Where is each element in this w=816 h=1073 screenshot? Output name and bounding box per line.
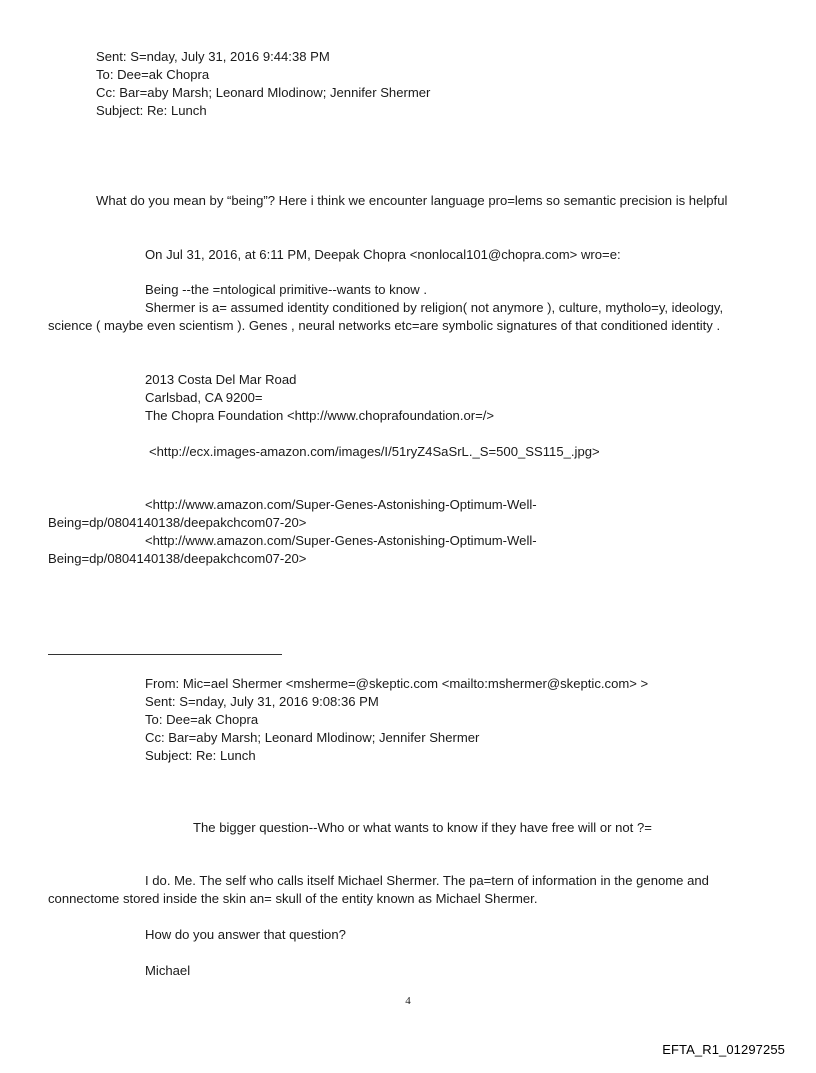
question-text: The bigger question--Who or what wants to know if they have free will or not ?= <box>193 820 652 835</box>
header1-subject: Subject: Re: Lunch <box>96 103 207 118</box>
signature-link1a: <http://www.amazon.com/Super-Genes-Astonishing-Optimum-Well- <box>145 497 537 512</box>
header1-cc: Cc: Bar=aby Marsh; Leonard Mlodinow; Jennifer Shermer <box>96 85 431 100</box>
quote-line2a: Shermer is a= assumed identity conditioned by religion( not anymore ), culture, mytholo=y, ideology, <box>145 300 724 315</box>
signature-foundation: The Chopra Foundation <http://www.choprafoundation.or=/> <box>145 408 495 423</box>
signature-address2: Carlsbad, CA 9200= <box>145 390 263 405</box>
answer-line1: I do. Me. The self who calls itself Michael Shermer. The pa=tern of information in the genome and <box>145 873 709 888</box>
closing-name: Michael <box>145 963 191 978</box>
separator-rule <box>48 654 282 655</box>
signature-image-link: <http://ecx.images-amazon.com/images/I/51ryZ4SaSrL._S=500_SS115_.jpg> <box>149 444 600 459</box>
quote-attribution: On Jul 31, 2016, at 6:11 PM, Deepak Chopra <nonlocal101@chopra.com> wro=e: <box>145 247 621 262</box>
answer-line2: connectome stored inside the skin an= skull of the entity known as Michael Shermer. <box>48 891 538 906</box>
closing-question: How do you answer that question? <box>145 927 346 942</box>
header1-sent: Sent: S=nday, July 31, 2016 9:44:38 PM <box>96 49 330 64</box>
header1-to: To: Dee=ak Chopra <box>96 67 210 82</box>
signature-link1b: Being=dp/0804140138/deepakchcom07-20> <box>48 515 307 530</box>
page-number: 4 <box>405 995 411 1007</box>
document-id: EFTA_R1_01297255 <box>662 1042 785 1057</box>
header2-sent: Sent: S=nday, July 31, 2016 9:08:36 PM <box>145 694 379 709</box>
quote-line1: Being --the =ntological primitive--wants to know . <box>145 282 428 297</box>
header2-cc: Cc: Bar=aby Marsh; Leonard Mlodinow; Jennifer Shermer <box>145 730 480 745</box>
signature-link2a: <http://www.amazon.com/Super-Genes-Astonishing-Optimum-Well- <box>145 533 537 548</box>
signature-address1: 2013 Costa Del Mar Road <box>145 372 297 387</box>
reply1-text: What do you mean by “being”? Here i think we encounter language pro=lems so semantic precision is helpful <box>96 193 728 208</box>
header2-subject: Subject: Re: Lunch <box>145 748 256 763</box>
header2-from: From: Mic=ael Shermer <msherme=@skeptic.com <mailto:mshermer@skeptic.com> > <box>145 676 649 691</box>
quote-line2b: science ( maybe even scientism ). Genes , neural networks etc=are symbolic signatures of that conditioned identity . <box>48 318 721 333</box>
header2-to: To: Dee=ak Chopra <box>145 712 259 727</box>
signature-link2b: Being=dp/0804140138/deepakchcom07-20> <box>48 551 307 566</box>
